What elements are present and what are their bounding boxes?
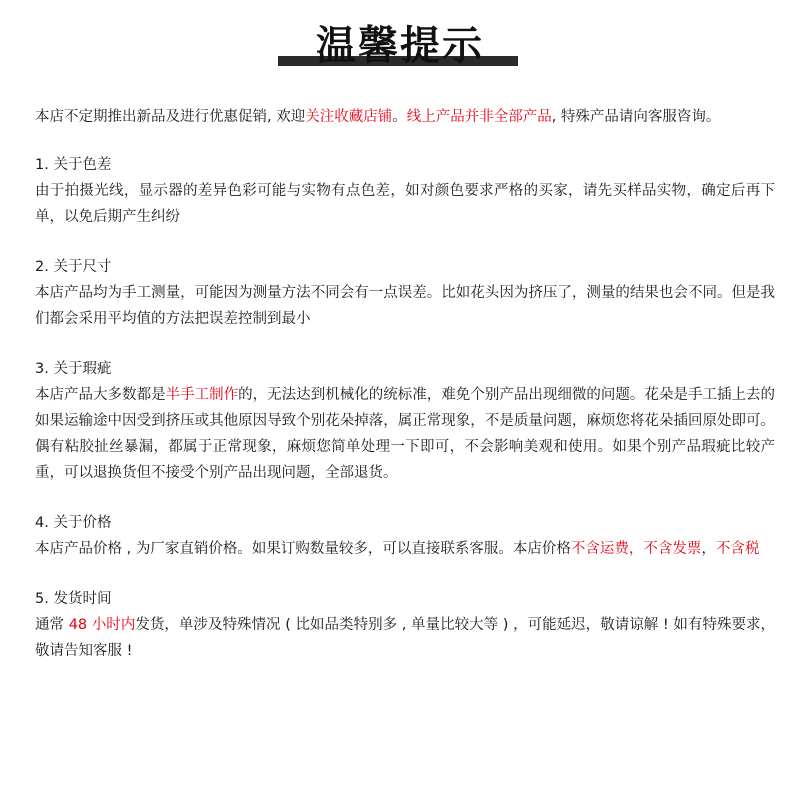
intro-text: 。 xyxy=(392,109,407,125)
section-size xyxy=(35,254,775,332)
section-heading: 2. 关于尺寸 xyxy=(35,259,112,275)
section-body: 本店产品均为手工测量，可能因为测量方法不同会有一点误差。比如花头因为挤压了，测量的结果也会不同。但是我们都会采用平均值的方法把误差控制到最小 xyxy=(35,285,775,327)
section-text: 本店产品大多数都是 xyxy=(35,387,166,403)
intro-highlight-follow-store: 关注收藏店铺 xyxy=(305,109,393,125)
intro-highlight-not-all-products: 线上产品并非全部产品 xyxy=(406,109,552,125)
section-heading: 3. 关于瑕疵 xyxy=(35,361,112,377)
section-text: 的，无法达到机械化的统标准，难免个别产品出现细微的问题。花朵是手工插上去的如果运输途中因受到挤压或其他原因导致个别花朵掉落，属正常现象，不是质量问题，麻烦您将花朵插回原处即可。偶有粘胶扯丝暴漏，都属于正常现象，麻烦您简单处理一下即可，不会影响美观和使用。如果个别产品瑕疵比较产重，可以退换货但不接受个别产品出现问题，全部退货。 xyxy=(35,387,776,481)
highlight-semi-handmade: 半手工制作 xyxy=(165,387,239,403)
section-shipping-time xyxy=(35,586,775,664)
page-title: 温馨提示 xyxy=(316,23,484,69)
section-body xyxy=(35,612,775,664)
highlight-no-shipping: 不含运费 xyxy=(570,541,629,557)
section-heading: 5. 发货时间 xyxy=(35,591,112,607)
section-defects xyxy=(35,356,775,486)
intro-text: 本店不定期推出新品及进行优惠促销, 欢迎 xyxy=(35,109,306,125)
highlight-separator: ， xyxy=(628,541,644,557)
highlight-48-hours: 48 小时内 xyxy=(68,617,136,633)
section-body xyxy=(35,536,775,562)
section-text: 发货，单涉及特殊情况 ( 比如品类特别多 , 单量比较大等 ) ，可能延迟，敬请谅解 ! 如有特殊要求，敬请告知客服 ! xyxy=(35,617,776,659)
intro-paragraph xyxy=(35,104,775,130)
section-text: ， xyxy=(701,541,716,557)
section-body xyxy=(35,382,775,486)
title-area xyxy=(0,18,800,78)
section-color-difference xyxy=(35,152,775,230)
section-price xyxy=(35,510,775,562)
section-heading: 4. 关于价格 xyxy=(35,515,112,531)
section-text: 本店产品价格 , 为厂家直销价格。如果订购数量较多，可以直接联系客服。本店价格 xyxy=(35,541,571,557)
intro-text: , 特殊产品请向客服咨询。 xyxy=(551,109,721,125)
section-body: 由于拍摄光线，显示器的差异色彩可能与实物有点色差，如对颜色要求严格的买家，请先买样品实物，确定后再下单，以免后期产生纠纷 xyxy=(35,183,775,225)
highlight-no-invoice: 不含发票 xyxy=(643,541,702,557)
notice-content xyxy=(35,104,775,688)
section-heading: 1. 关于色差 xyxy=(35,157,112,173)
highlight-no-tax: 不含税 xyxy=(715,541,760,557)
section-text: 通常 xyxy=(35,617,69,633)
